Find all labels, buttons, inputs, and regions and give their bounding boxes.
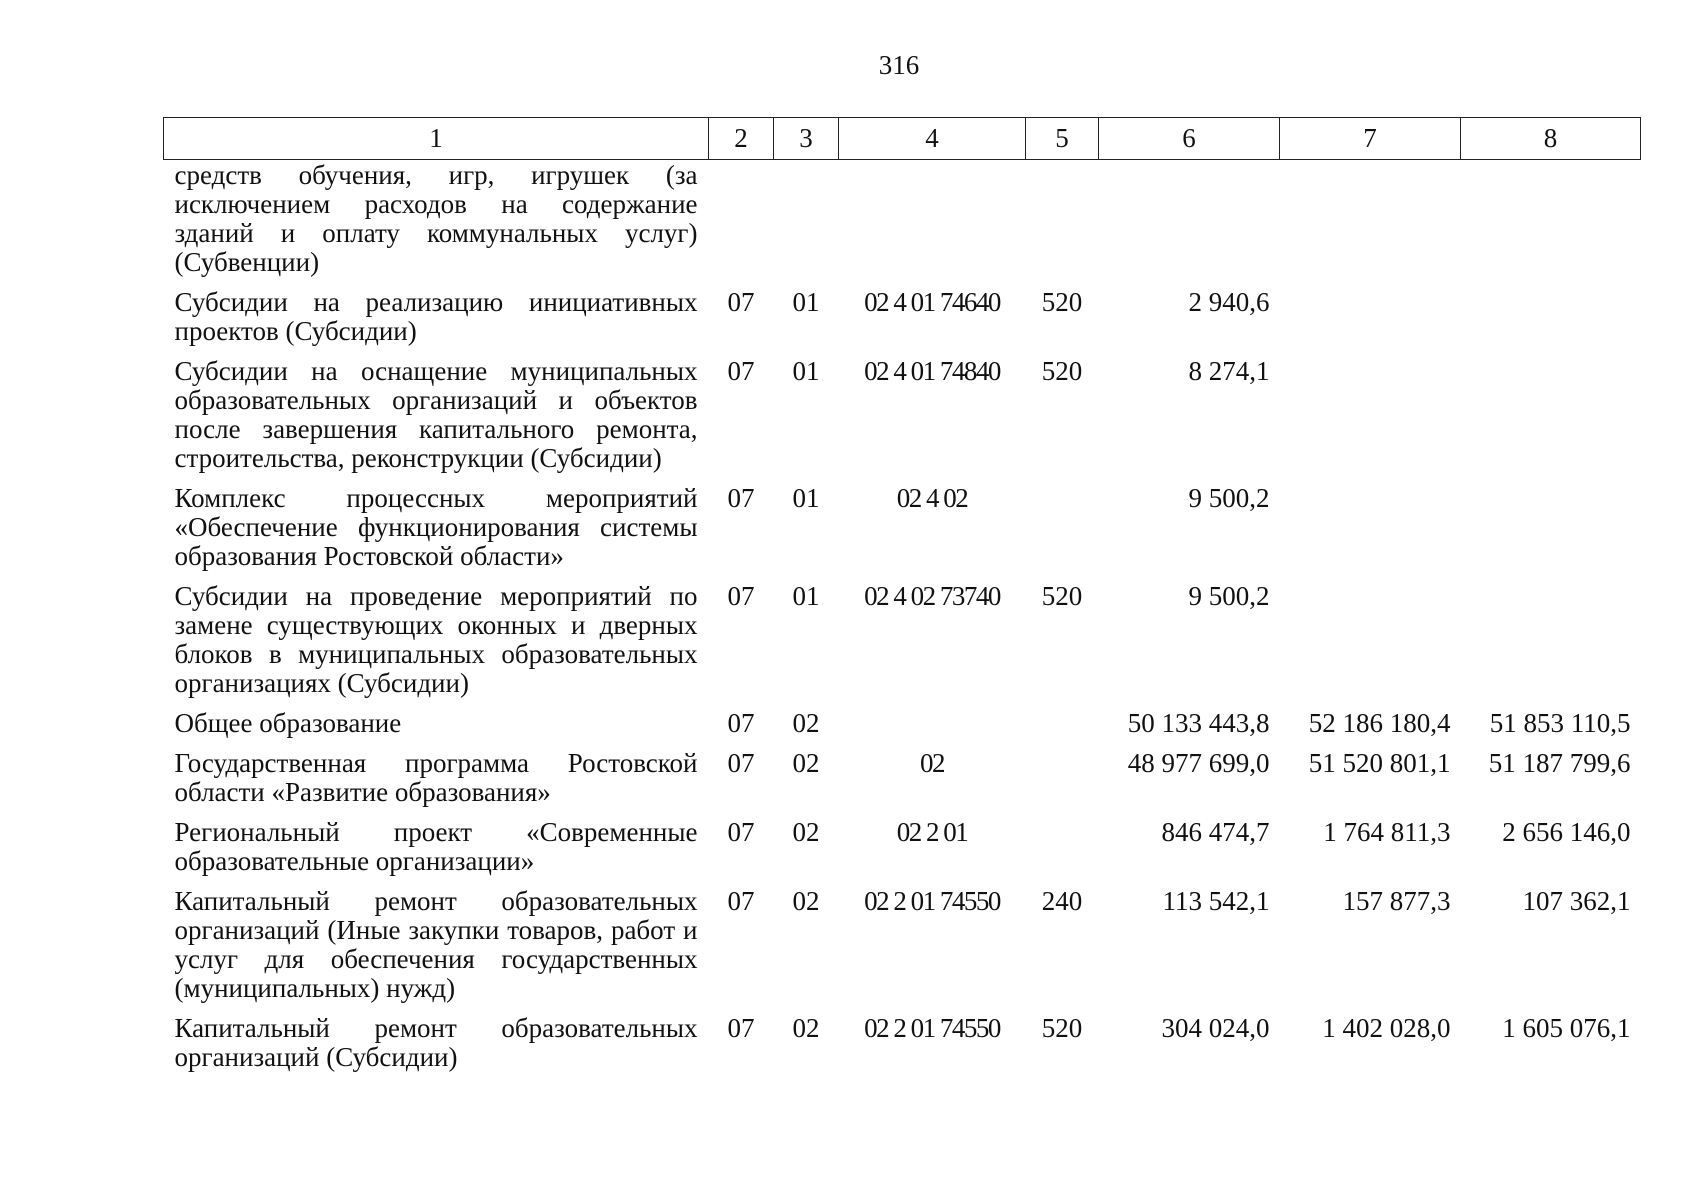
row-name: Капитальный ремонт образовательных организаций (Субсидии) [174,1013,698,1072]
amount-col-6: 2 940,6 [1188,287,1270,317]
header-col-8: 8 [1461,118,1641,160]
target-article-code: 02 4 02 73740 [864,581,1000,611]
subsection-code: 02 [792,1013,820,1043]
table-row [164,357,1641,484]
section-code: 07 [727,748,755,778]
budget-table-sheet [163,117,1640,1083]
amount-col-8: 2 656 146,0 [1502,817,1631,847]
amount-col-8 [1461,160,1641,289]
header-col-1: 1 [164,118,709,160]
row-name: Комплекс процессных мероприятий «Обеспечение функционирования системы образования Ростовской области» [174,483,698,571]
page-number: 316 [878,50,920,80]
expense-type-code [1026,818,1099,887]
table-header [164,118,1641,160]
row-name: Субсидии на реализацию инициативных проектов (Субсидии) [174,287,698,346]
section-code: 07 [727,483,755,513]
amount-col-6: 8 274,1 [1188,356,1270,386]
amount-col-8 [1461,357,1641,484]
amount-col-6: 846 474,7 [1161,817,1270,847]
amount-col-7 [1280,160,1461,289]
target-article-code: 02 4 01 74640 [864,287,1000,317]
table-row [164,818,1641,887]
expense-type-code [1026,749,1099,818]
expense-type-code: 520 [1041,287,1083,317]
amount-col-6: 50 133 443,8 [1127,708,1270,738]
target-article-code: 02 4 02 [896,483,968,513]
subsection-code: 01 [792,483,820,513]
subsection-code: 01 [792,356,820,386]
amount-col-7 [1280,582,1461,709]
target-article-code: 02 [920,748,944,778]
table-row [164,484,1641,582]
amount-col-7: 1 764 811,3 [1323,817,1451,847]
amount-col-7 [1280,288,1461,357]
row-name: Региональный проект «Современные образовательные организации» [174,817,698,876]
amount-col-6: 113 542,1 [1162,886,1270,916]
row-name: средств обучения, игр, игрушек (за исключением расходов на содержание зданий и оплату коммунальных услуг) (Субвенции) [174,160,698,277]
section-code: 07 [727,356,755,386]
header-col-7: 7 [1280,118,1461,160]
table-row [164,160,1641,289]
row-name: Государственная программа Ростовской области «Развитие образования» [174,748,698,807]
amount-col-7: 157 877,3 [1342,886,1451,916]
amount-col-8 [1461,484,1641,582]
row-name: Капитальный ремонт образовательных организаций (Иные закупки товаров, работ и услуг для обеспечения государственных (муниципальных) нужд) [174,886,698,1003]
target-article-code: 02 4 01 74840 [864,356,1000,386]
subsection-code: 02 [792,817,820,847]
subsection-code: 01 [792,287,820,317]
amount-col-6: 304 024,0 [1161,1013,1270,1043]
expense-type-code [1026,160,1099,289]
row-name: Субсидии на проведение мероприятий по замене существующих оконных и дверных блоков в муниципальных образовательных организациях (Субсидии) [174,581,698,698]
amount-col-7: 51 520 801,1 [1308,748,1451,778]
amount-col-8: 1 605 076,1 [1502,1013,1631,1043]
table-row [164,709,1641,749]
budget-table [163,117,1641,1083]
row-name: Субсидии на оснащение муниципальных образовательных организаций и объектов после завершения капитального ремонта, строительства, реконструкции (Субсидии) [174,356,698,473]
subsection-code: 02 [792,748,820,778]
expense-type-code: 520 [1041,581,1083,611]
subsection-code [774,160,839,289]
target-article-code [839,709,1026,749]
target-article-code: 02 2 01 74550 [864,886,1000,916]
header-col-2: 2 [709,118,774,160]
section-code: 07 [727,817,755,847]
amount-col-8 [1461,288,1641,357]
subsection-code: 01 [792,581,820,611]
amount-col-8: 107 362,1 [1522,886,1631,916]
amount-col-6: 9 500,2 [1188,581,1270,611]
amount-col-7: 1 402 028,0 [1322,1013,1451,1043]
amount-col-8 [1461,582,1641,709]
amount-col-7 [1280,484,1461,582]
row-name: Общее образование [174,708,402,738]
header-col-4: 4 [839,118,1026,160]
section-code: 07 [727,886,755,916]
table-body [164,160,1641,1084]
subsection-code: 02 [792,886,820,916]
expense-type-code [1026,484,1099,582]
header-col-3: 3 [774,118,839,160]
section-code: 07 [727,708,755,738]
section-code: 07 [727,287,755,317]
header-row [164,118,1641,160]
subsection-code: 02 [792,708,820,738]
target-article-code [839,160,1026,289]
amount-col-6: 48 977 699,0 [1127,748,1270,778]
amount-col-8: 51 853 110,5 [1489,708,1631,738]
amount-col-6 [1099,160,1280,289]
table-row [164,288,1641,357]
header-col-6: 6 [1099,118,1280,160]
table-row [164,749,1641,818]
amount-col-7: 52 186 180,4 [1308,708,1451,738]
section-code: 07 [727,1013,755,1043]
target-article-code: 02 2 01 74550 [864,1013,1000,1043]
amount-col-6: 9 500,2 [1188,483,1270,513]
expense-type-code [1026,709,1099,749]
target-article-code: 02 2 01 [896,817,968,847]
expense-type-code: 520 [1041,1013,1083,1043]
expense-type-code: 520 [1041,356,1083,386]
table-row [164,1014,1641,1083]
expense-type-code: 240 [1041,886,1083,916]
amount-col-8: 51 187 799,6 [1488,748,1631,778]
section-code: 07 [727,581,755,611]
section-code [709,160,774,289]
header-col-5: 5 [1026,118,1099,160]
table-row [164,887,1641,1014]
table-row [164,582,1641,709]
amount-col-7 [1280,357,1461,484]
